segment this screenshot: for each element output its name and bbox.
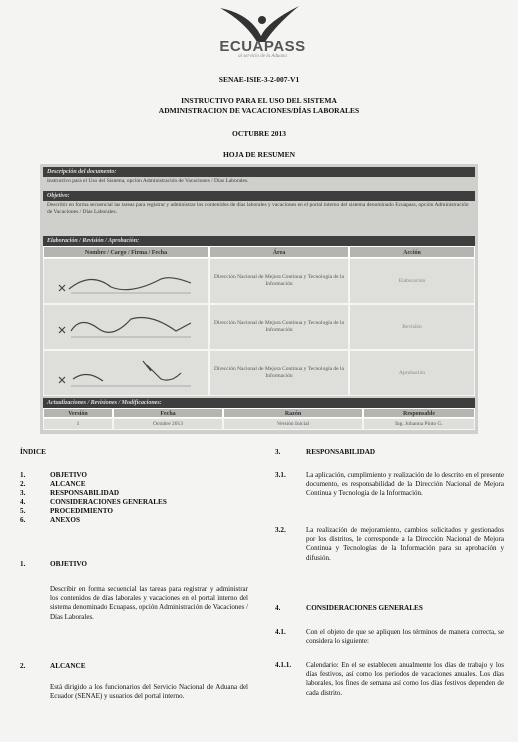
- mods-cell-responsible: Ing. Johanna Pinto G.: [363, 418, 475, 430]
- section-title-alcance: ALCANCE: [50, 662, 86, 670]
- document-date: OCTUBRE 2013: [232, 129, 286, 138]
- index-item-label: CONSIDERACIONES GENERALES: [50, 498, 167, 506]
- section-title-objetivo: OBJETIVO: [50, 560, 88, 568]
- mods-cell-reason: Versión Inicial: [223, 418, 363, 430]
- objective-text: Describir en forma secuencial las tareas para registrar y administrar los contenidos de días laborales y vacaciones en el portal interno del sistema denominado Ecuapass, opción Administración de Vacaciones / Días Laborales.: [47, 202, 469, 215]
- index-item-number: 4.: [20, 498, 26, 506]
- area-cell: Dirección Nacional de Mejora Continua y Tecnología de la Información: [209, 350, 349, 396]
- mods-column-responsible: Responsable: [363, 408, 475, 418]
- description-text: Instructivo para el Uso del Sistema, opción Administración de Vacaciones / Días Laborales.: [47, 178, 249, 184]
- section-number: 4.: [275, 604, 281, 612]
- action-cell: Revisión: [349, 304, 475, 350]
- mods-column-version: Versión: [43, 408, 113, 418]
- objective-header: Objetivo:: [43, 191, 475, 201]
- signature-icon: [51, 307, 201, 347]
- index-item-number: 1.: [20, 471, 26, 479]
- logo-wing-icon: [195, 2, 330, 42]
- column-header-area: Área: [209, 246, 349, 258]
- section-title-responsabilidad: RESPONSABILIDAD: [306, 448, 376, 456]
- index-item-label: ALCANCE: [50, 480, 86, 488]
- responsabilidad-3-1-text: La aplicación, cumplimiento y realización de lo descrito en el presente documento, es responsabilidad de la Dirección Nacional de Mejora Continua y Tecnología de la Información.: [306, 471, 504, 498]
- summary-table: [40, 164, 478, 434]
- document-title-line1: INSTRUCTIVO PARA EL USO DEL SISTEMA: [181, 96, 337, 105]
- logo-text: ECUAPASS: [219, 38, 306, 55]
- document-title-line2: ADMINISTRACION DE VACACIONES/DÍAS LABORALES: [158, 106, 360, 115]
- mods-column-reason: Razón: [223, 408, 363, 418]
- consideraciones-4-1-text: Con el objeto de que se apliquen los términos de manera correcta, se considera lo siguiente:: [306, 628, 504, 646]
- section-number: 2.: [20, 662, 26, 670]
- index-title: ÍNDICE: [20, 448, 46, 456]
- description-header: Descripción del documento:: [43, 167, 475, 177]
- mods-cell-version: 1: [43, 418, 113, 430]
- subsection-number: 3.2.: [275, 526, 286, 534]
- logo-tagline: al servicio de la Aduana: [238, 54, 287, 59]
- signature-cell: [43, 304, 209, 350]
- document-code: SENAE-ISIE-3-2-007-V1: [218, 75, 300, 84]
- index-item-number: 3.: [20, 489, 26, 497]
- signature-cell: [43, 350, 209, 396]
- alcance-text: Está dirigido a los funcionarios del Servicio Nacional de Aduana del Ecuador (SENAE) y usuarios del portal interno.: [50, 683, 248, 701]
- signature-icon: [51, 261, 201, 301]
- responsabilidad-3-2-text: La realización de mejoramiento, cambios solicitados y gestionados por los distritos, le corresponde a la Dirección Nacional de Mejora Continua y Tecnologías de la Información para su aprobación y difusión.: [306, 526, 504, 562]
- index-item-label: ANEXOS: [50, 516, 80, 524]
- subsection-number: 3.1.: [275, 471, 286, 479]
- objetivo-text: Describir en forma secuencial las tareas para registrar y administrar los contenidos de días laborales y vacaciones en el portal interno del sistema denominado Ecuapass, opción Administración de Vacaciones / Días Laborales.: [50, 585, 248, 621]
- action-cell: Elaboración: [349, 258, 475, 304]
- index-item-label: RESPONSABILIDAD: [50, 489, 120, 497]
- subsection-number: 4.1.1.: [275, 661, 292, 669]
- area-cell: Dirección Nacional de Mejora Continua y Tecnología de la Información: [209, 304, 349, 350]
- index-item-label: PROCEDIMIENTO: [50, 507, 113, 515]
- column-header-name: Nombre / Cargo / Firma / Fecha: [43, 246, 209, 258]
- index-item-label: OBJETIVO: [50, 471, 88, 479]
- approvals-header: Elaboración / Revisión / Aprobación:: [43, 236, 475, 246]
- index-item-number: 2.: [20, 480, 26, 488]
- consideraciones-4-1-1-text: Calendario: En el se establecen anualmente los días de trabajo y los días festivos, así como los periodos de vacaciones anuales. Los días laborales, los fines de semana así como los días festivos dependen de cada distrito.: [306, 661, 504, 697]
- ecuapass-logo: [195, 2, 330, 60]
- subsection-number: 4.1.: [275, 628, 286, 636]
- section-title-consideraciones: CONSIDERACIONES GENERALES: [306, 604, 423, 612]
- index-item-number: 5.: [20, 507, 26, 515]
- modifications-header: Actualizaciones / Revisiones / Modificaciones:: [43, 398, 475, 408]
- mods-cell-date: Octubre 2013: [113, 418, 223, 430]
- summary-title: HOJA DE RESUMEN: [222, 150, 296, 159]
- signature-icon: [51, 353, 201, 393]
- column-header-action: Acción: [349, 246, 475, 258]
- area-cell: Dirección Nacional de Mejora Continua y Tecnología de la Información: [209, 258, 349, 304]
- signature-cell: [43, 258, 209, 304]
- mods-column-date: Fecha: [113, 408, 223, 418]
- section-number: 3.: [275, 448, 281, 456]
- section-number: 1.: [20, 560, 26, 568]
- index-item-number: 6.: [20, 516, 26, 524]
- action-cell: Aprobación: [349, 350, 475, 396]
